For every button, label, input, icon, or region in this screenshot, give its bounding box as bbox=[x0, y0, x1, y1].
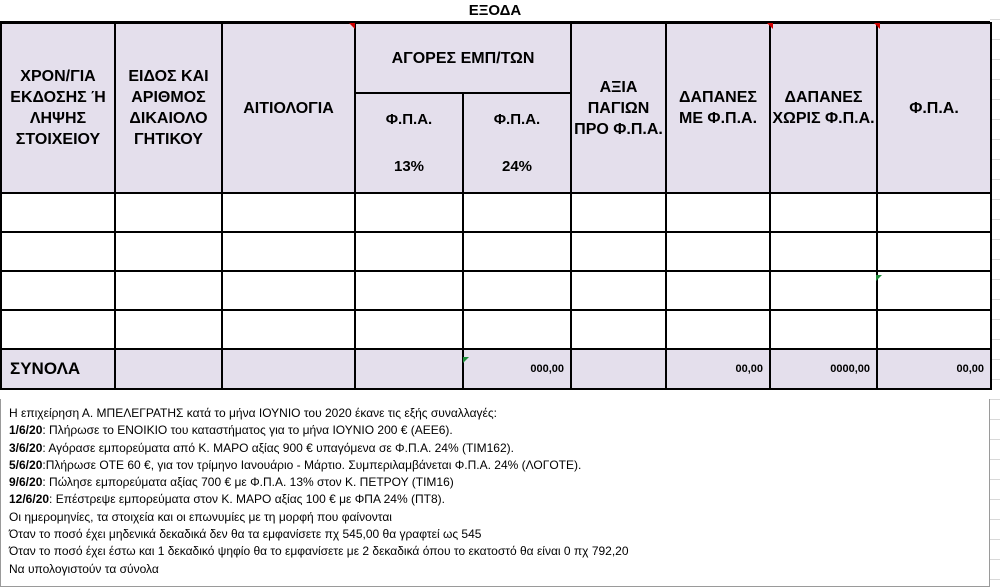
cell[interactable] bbox=[1, 193, 115, 232]
cell[interactable] bbox=[115, 232, 222, 271]
cell[interactable] bbox=[463, 193, 571, 232]
cell[interactable] bbox=[115, 193, 222, 232]
cell[interactable] bbox=[1, 271, 115, 310]
transaction-text: : Πλήρωσε το ΕΝΟΙΚΙΟ του καταστήματος για το μήνα ΙΟΥΝΙΟ 200 € (ΑΕΕ6). bbox=[42, 423, 453, 438]
cell[interactable] bbox=[1, 232, 115, 271]
header-vat-24[interactable] bbox=[463, 93, 571, 193]
header-fixed-assets-value[interactable]: ΑΞΙΑ ΠΑΓΙΩΝ ΠΡΟ Φ.Π.Α. bbox=[571, 23, 666, 193]
table-row bbox=[1, 232, 991, 271]
transaction-text: :Πλήρωσε ΟΤΕ 60 €, για τον τρίμηνο Ιανουάριο - Μάρτιο. Συμπεριλαμβάνεται Φ.Π.Α. 24% (ΛΟΓΟΤΕ). bbox=[42, 457, 582, 472]
header-merchandise-purchases[interactable]: ΑΓΟΡΕΣ ΕΜΠ/ΤΩΝ bbox=[355, 23, 571, 93]
cell[interactable] bbox=[355, 310, 463, 349]
cell[interactable] bbox=[666, 193, 770, 232]
transaction-text: : Πώλησε εμπορεύματα αξίας 700 € με Φ.Π.Α. 13% στον Κ. ΠΕΤΡΟΥ (ΤΙΜ16) bbox=[42, 475, 454, 490]
header-vat-24-label: Φ.Π.Α. bbox=[493, 111, 541, 128]
cell[interactable] bbox=[770, 193, 877, 232]
notes-intro: Η επιχείρηση Α. ΜΠΕΛΕΓΡΑΤΗΣ κατά το μήνα ΙΟΥΝΙΟ του 2020 έκανε τις εξής συναλλαγές: bbox=[9, 406, 497, 420]
totals-row bbox=[1, 349, 991, 389]
transaction-date: 12/6/20 bbox=[9, 492, 50, 507]
cell[interactable] bbox=[666, 232, 770, 271]
transaction-text: : Αγόρασε εμπορεύματα από Κ. ΜΑΡΟ αξίας 900 € υπαγόμενα σε Φ.Π.Α. 24% (ΤΙΜ162). bbox=[42, 440, 514, 455]
error-marker bbox=[463, 357, 469, 363]
rule-3: Όταν το ποσό έχει έστω και 1 δεκαδικό ψηφίο θα το εμφανίσετε με 2 δεκαδικά όπου το εκατοστό θα είναι 0 πχ 792,20 bbox=[9, 544, 629, 559]
cell[interactable] bbox=[355, 232, 463, 271]
total-cell[interactable] bbox=[222, 349, 355, 389]
cell[interactable] bbox=[355, 193, 463, 232]
transaction-date: 3/6/20 bbox=[9, 440, 43, 455]
cell[interactable] bbox=[877, 193, 991, 232]
comment-marker bbox=[767, 23, 773, 29]
total-cell[interactable] bbox=[355, 349, 463, 389]
sheet-title: ΕΞΟΔΑ bbox=[0, 0, 990, 22]
header-reason[interactable]: ΑΙΤΙΟΛΟΓΙΑ bbox=[222, 23, 355, 193]
header-document-type[interactable]: ΕΙΔΟΣ ΚΑΙ ΑΡΙΘΜΟΣ ΔΙΚΑΙΟΛΟ ΓΗΤΙΚΟΥ bbox=[115, 23, 222, 193]
expenses-table bbox=[0, 22, 992, 390]
cell[interactable] bbox=[571, 232, 666, 271]
instructions-box bbox=[0, 399, 990, 587]
transaction-date: 5/6/20 bbox=[9, 457, 43, 472]
rule-1: Οι ημερομηνίες, τα στοιχεία και οι επωνυμίες με τη μορφή που φαίνονται bbox=[9, 509, 392, 524]
header-expenses-without-vat[interactable]: ΔΑΠΑΝΕΣ ΧΩΡΙΣ Φ.Π.Α. bbox=[770, 23, 877, 193]
total-cell[interactable] bbox=[115, 349, 222, 389]
cell[interactable] bbox=[770, 271, 877, 310]
cell[interactable] bbox=[770, 310, 877, 349]
cell[interactable] bbox=[115, 310, 222, 349]
cell[interactable] bbox=[222, 271, 355, 310]
header-vat-13-rate: 13% bbox=[393, 158, 425, 175]
rule-4: Να υπολογιστούν τα σύνολα bbox=[9, 561, 159, 576]
total-expenses-with-vat[interactable]: 00,00 bbox=[666, 349, 770, 389]
cell[interactable] bbox=[355, 271, 463, 310]
totals-label[interactable]: ΣΥΝΟΛΑ bbox=[1, 349, 115, 389]
transaction-date: 9/6/20 bbox=[9, 475, 43, 490]
cell[interactable] bbox=[877, 232, 991, 271]
total-vat24[interactable]: 000,00 bbox=[463, 349, 571, 389]
header-vat-13-label: Φ.Π.Α. bbox=[385, 111, 433, 128]
total-cell[interactable] bbox=[571, 349, 666, 389]
comment-marker bbox=[349, 23, 355, 29]
cell[interactable] bbox=[115, 271, 222, 310]
transaction-text: : Επέστρεψε εμπορεύματα στον Κ. ΜΑΡΟ αξίας 100 € με ΦΠΑ 24% (ΠΤ8). bbox=[49, 492, 445, 507]
cell[interactable] bbox=[222, 310, 355, 349]
cell[interactable] bbox=[463, 232, 571, 271]
cell[interactable] bbox=[222, 232, 355, 271]
total-expenses-without-vat[interactable]: 0000,00 bbox=[770, 349, 877, 389]
transaction-1 bbox=[9, 422, 989, 439]
cell[interactable] bbox=[666, 271, 770, 310]
cell[interactable] bbox=[666, 310, 770, 349]
header-vat-24-rate: 24% bbox=[501, 158, 533, 175]
header-issue-date[interactable]: ΧΡΟΝ/ΓΙΑ ΕΚΔΟΣΗΣ Ή ΛΗΨΗΣ ΣΤΟΙΧΕΙΟΥ bbox=[1, 23, 115, 193]
transaction-2 bbox=[9, 440, 989, 457]
total-vat[interactable]: 00,00 bbox=[877, 349, 991, 389]
table-row bbox=[1, 193, 991, 232]
table-row bbox=[1, 310, 991, 349]
cell[interactable] bbox=[877, 310, 991, 349]
cell[interactable] bbox=[571, 310, 666, 349]
rule-2: Όταν το ποσό έχει μηδενικά δεκαδικά δεν θα τα εμφανίσετε πχ 545,00 θα γραφτεί ως 545 bbox=[9, 527, 482, 542]
cell[interactable] bbox=[877, 271, 991, 310]
cell[interactable] bbox=[463, 310, 571, 349]
cell[interactable] bbox=[571, 271, 666, 310]
header-expenses-with-vat[interactable]: ΔΑΠΑΝΕΣ ΜΕ Φ.Π.Α. bbox=[666, 23, 770, 193]
cell[interactable] bbox=[1, 310, 115, 349]
header-vat[interactable]: Φ.Π.Α. bbox=[877, 23, 991, 193]
cell[interactable] bbox=[463, 271, 571, 310]
header-vat-13[interactable] bbox=[355, 93, 463, 193]
error-marker bbox=[876, 275, 882, 281]
transaction-3 bbox=[9, 457, 989, 474]
table-row bbox=[1, 271, 991, 310]
cell[interactable] bbox=[222, 193, 355, 232]
transaction-date: 1/6/20 bbox=[9, 423, 43, 438]
transaction-4 bbox=[9, 474, 989, 491]
cell[interactable] bbox=[770, 232, 877, 271]
transaction-5 bbox=[9, 491, 989, 508]
comment-marker bbox=[874, 23, 880, 29]
cell[interactable] bbox=[571, 193, 666, 232]
